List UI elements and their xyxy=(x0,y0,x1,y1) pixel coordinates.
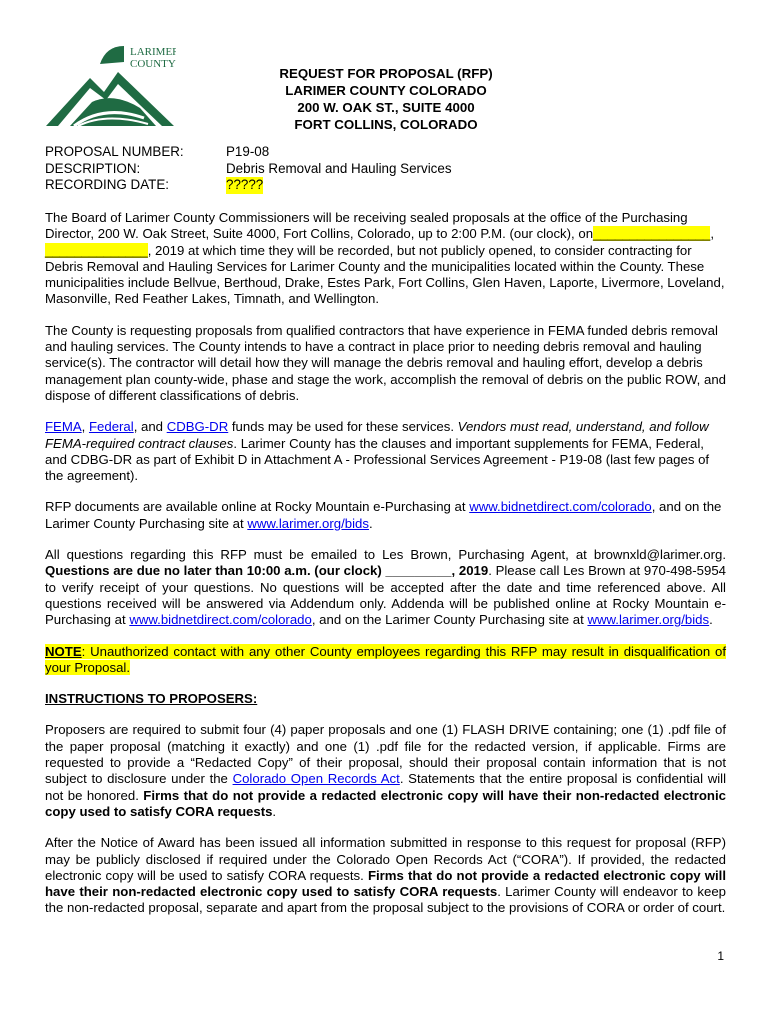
paragraph-intro xyxy=(45,210,726,308)
paragraph-documents xyxy=(45,499,726,532)
description-value: Debris Removal and Hauling Services xyxy=(226,160,452,176)
link-larimer-bids-2[interactable]: www.larimer.org/bids xyxy=(587,612,710,628)
recording-date-row xyxy=(45,177,452,194)
paragraph-requirements: The County is requesting proposals from qualified contractors that have experience in FEMA funded debris removal and hauling services. The County intends to have a contract in place prior to needing debris removal and hauling service(s). The contractor will detail how they will manage the debris removal and hauling effort, develop a debris management plan county-wide, phase and stage the work, accomplish the removal of debris on the public ROW, and dispose of different classifications of debris. xyxy=(45,322,726,403)
funding-text-b: . Larimer County has the clauses and important supplements for FEMA, Federal, and CDBG-DR as part of Exhibit D in Attachment A - Professional Services Agreement - P19-08 (last few pages of the agreement). xyxy=(45,435,710,484)
intro-text-b: , 2019 at which time they will be recorded, but not publicly opened, to consider contracting for Debris Removal and Hauling Services for Larimer County and the municipalities located within the County. These municipalities include Bellvue, Berthoud, Drake, Estes Park, Fort Collins, Glen Haven, Laporte, Livermore, Loveland, Masonville, Red Feather Lakes, Timnath, and Wellington. xyxy=(45,242,725,307)
instructions-text-a: Proposers are required to submit four (4) paper proposals and one (1) FLASH DRIVE containing; one (1) .pdf file of the paper proposal (matching it exactly) and one (1) .pdf file for the redacted version, if applicable. Firms are requested to provide a “Redacted Copy” of their proposal, should their proposal contain information that is not subject to disclosure under the xyxy=(45,722,726,787)
note-label: NOTE xyxy=(45,643,82,659)
proposal-number-value: P19-08 xyxy=(226,144,270,159)
note-text: : Unauthorized contact with any other County employees regarding this RFP may result in disqualification of your Proposal. xyxy=(45,643,726,675)
paragraph-questions xyxy=(45,547,726,628)
recording-date-label: RECORDING DATE: xyxy=(45,177,169,193)
paragraph-award xyxy=(45,835,726,916)
header-county: LARIMER COUNTY COLORADO xyxy=(285,83,487,98)
intro-sep: , xyxy=(710,226,715,242)
link-bidnetdirect-2[interactable]: www.bidnetdirect.com/colorado xyxy=(129,612,312,628)
award-text-b: . Larimer County will endeavor to keep the non-redacted proposal, separate and apart from the proposal subject to the provisions of CORA or order of court. xyxy=(45,884,727,916)
intro-blank-2: ______________ xyxy=(45,242,148,258)
link-cdbg-dr[interactable]: CDBG-DR xyxy=(166,419,229,435)
intro-text-a: The Board of Larimer County Commissioners will be receiving sealed proposals at the office of the Purchasing Director, 200 W. Oak Street, Suite 4000, Fort Collins, Colorado, up to 2:00 P.M. (our clock), on xyxy=(45,210,688,242)
link-cora[interactable]: Colorado Open Records Act xyxy=(232,771,400,787)
logo-mountain-icon xyxy=(44,42,176,128)
header-title: REQUEST FOR PROPOSAL (RFP) xyxy=(279,66,493,81)
paragraph-note xyxy=(45,644,726,677)
docs-text-a: RFP documents are available online at Rocky Mountain e-Purchasing at xyxy=(45,499,470,515)
link-bidnetdirect[interactable]: www.bidnetdirect.com/colorado xyxy=(469,499,652,515)
link-fema[interactable]: FEMA xyxy=(45,419,82,435)
intro-blank-1: ________________ xyxy=(593,226,711,242)
recording-date-value: ????? xyxy=(226,177,264,193)
questions-deadline: Questions are due no later than 10:00 a.m. (our clock) _________, 2019 xyxy=(45,563,489,579)
logo-line2: COUNTY xyxy=(130,58,176,70)
award-text-a: After the Notice of Award has been issued all information submitted in response to this request for proposal (RFP) may be publicly disclosed if required under the Colorado Open Records Act (“CORA”). If provided, the redacted electronic copy will be used to satisfy CORA requests. xyxy=(45,835,726,883)
link-larimer-bids[interactable]: www.larimer.org/bids xyxy=(247,515,369,531)
link-federal[interactable]: Federal xyxy=(88,419,134,435)
description-label: DESCRIPTION: xyxy=(45,160,141,176)
docs-text-b: , and on the Larimer County Purchasing site at xyxy=(45,499,722,531)
funding-text-a: funds may be used for these services. xyxy=(228,419,458,435)
funding-sep-2: , and xyxy=(133,419,167,435)
docs-text-c: . xyxy=(368,515,373,531)
logo-line1: LARIMER xyxy=(130,46,176,58)
document-body xyxy=(45,210,726,932)
proposal-number-row xyxy=(45,144,452,161)
instructions-title: INSTRUCTIONS TO PROPOSERS: xyxy=(45,691,258,707)
description-row xyxy=(45,161,452,178)
instructions-text-c: . xyxy=(272,803,277,819)
page-number: 1 xyxy=(717,949,724,963)
header-address: 200 W. OAK ST., SUITE 4000 xyxy=(297,100,475,115)
header-city: FORT COLLINS, COLORADO xyxy=(294,117,478,132)
instructions-text-b: . Statements that the entire proposal is confidential will not be honored. xyxy=(45,771,727,803)
larimer-county-logo xyxy=(44,42,176,128)
paragraph-funding xyxy=(45,419,726,484)
funding-sep-1: , xyxy=(81,419,89,435)
proposal-number-label: PROPOSAL NUMBER: xyxy=(45,144,184,159)
questions-text-d: . xyxy=(709,612,713,628)
proposal-meta xyxy=(45,144,452,194)
funding-italic: Vendors must read, understand, and follow FEMA-required contract clauses xyxy=(45,419,709,451)
questions-text-a: All questions regarding this RFP must be emailed to Les Brown, Purchasing Agent, at brownxld@larimer.org. xyxy=(45,547,726,563)
questions-text-b: . Please call Les Brown at 970-498-5954 to verify receipt of your questions. No questions will be accepted after the date and time referenced above. All questions received will be answered via Addendum only. Addenda will be published online at Rocky Mountain e-Purchasing at xyxy=(45,563,726,628)
award-bold: Firms that do not provide a redacted electronic copy will have their non-redacted electronic copy used to satisfy CORA requests xyxy=(45,867,726,900)
document-header xyxy=(200,65,572,133)
instructions-bold: Firms that do not provide a redacted electronic copy will have their non-redacted electronic copy used to satisfy CORA requests xyxy=(45,787,726,819)
paragraph-instructions xyxy=(45,722,726,820)
questions-text-c: , and on the Larimer County Purchasing site at xyxy=(311,612,588,628)
